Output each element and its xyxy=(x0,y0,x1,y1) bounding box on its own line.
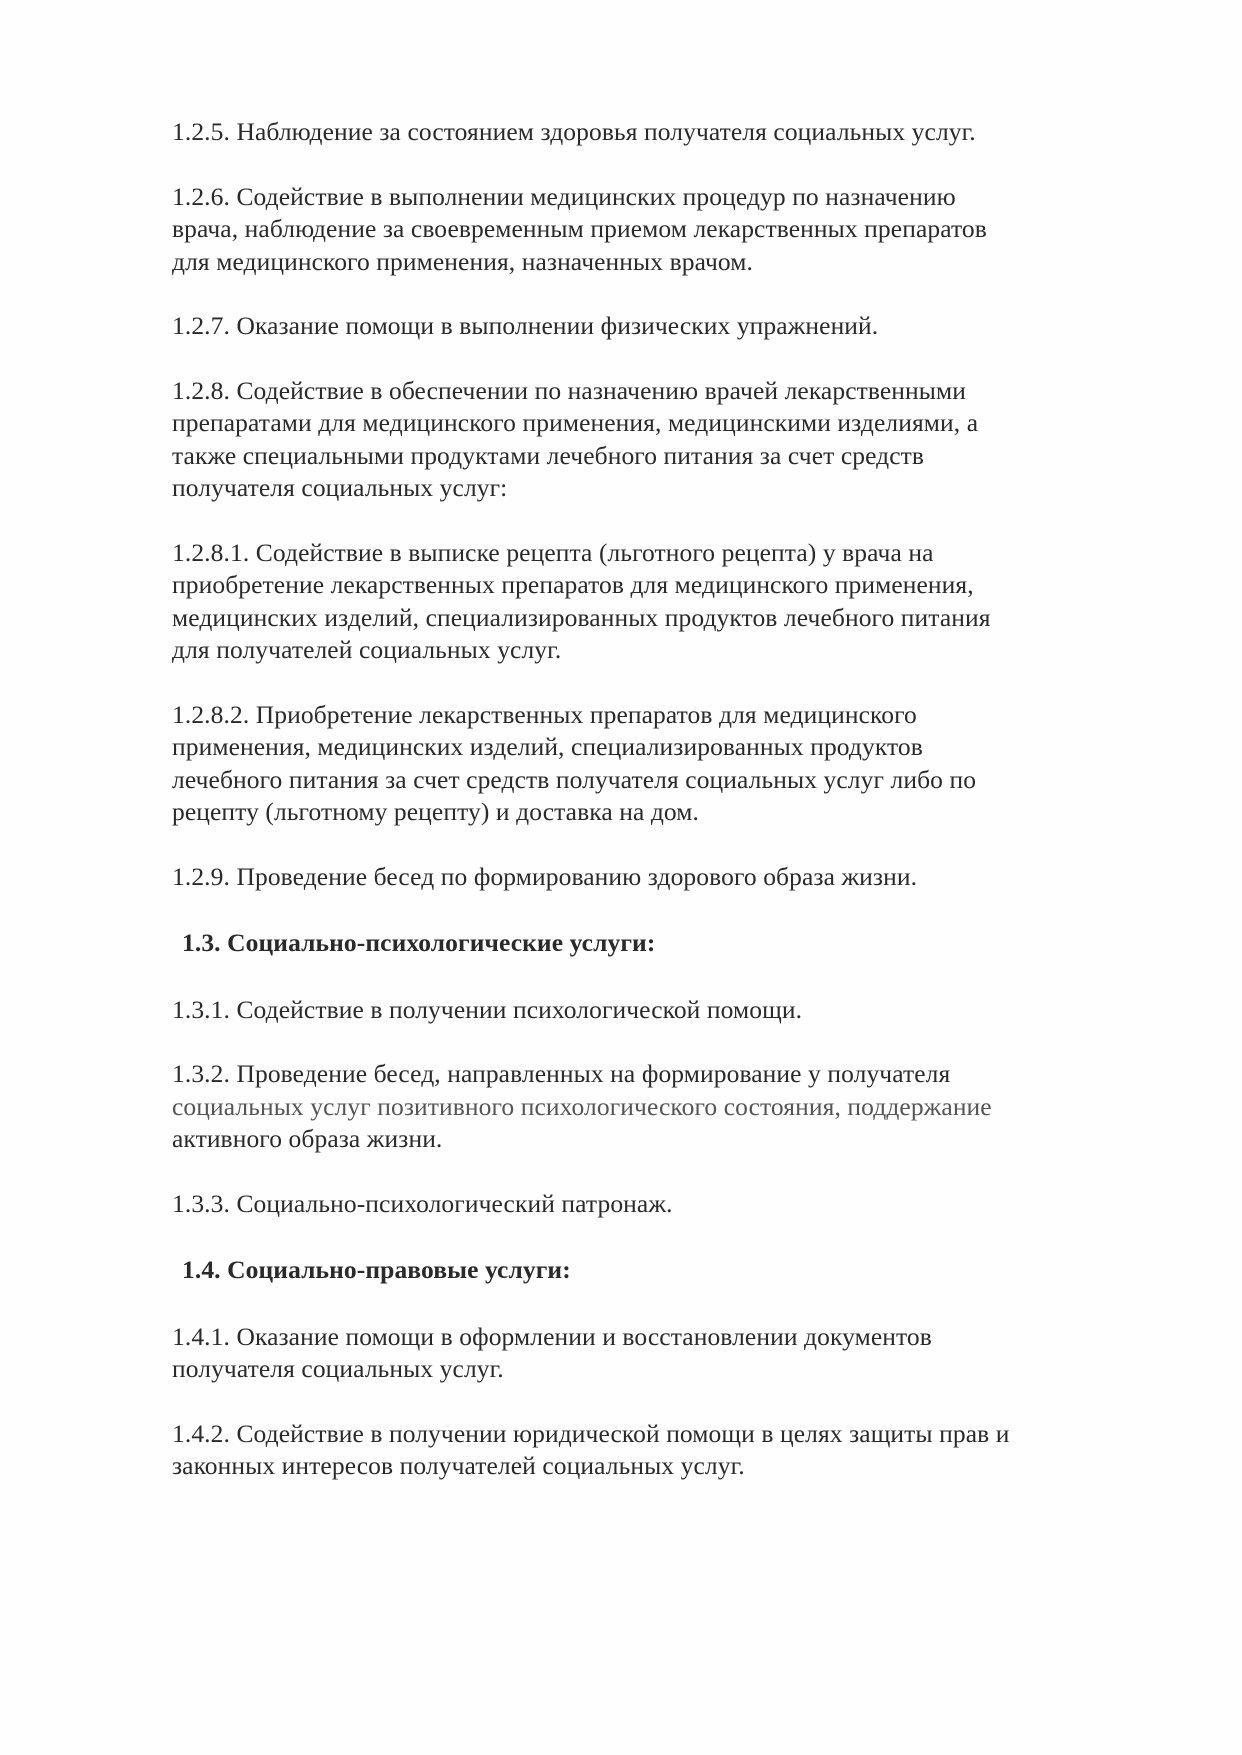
text-line: лечебного питания за счет средств получателя социальных услуг либо по xyxy=(172,764,977,794)
paragraph-1-2-8-2 xyxy=(172,699,1132,829)
text-line: также специальными продуктами лечебного питания за счет средств xyxy=(172,440,925,470)
paragraph-1-4-2 xyxy=(172,1418,1132,1483)
text-line: законных интересов получателей социальных услуг. xyxy=(172,1451,745,1480)
text-line: препаратами для медицинского применения, медицинскими изделиями, а xyxy=(172,408,979,437)
paragraph-1-2-7 xyxy=(172,310,1132,343)
text-line: 1.2.7. Оказание помощи в выполнении физических упражнений. xyxy=(172,311,879,340)
text-line: социальных услуг позитивного психологического состояния, поддержание xyxy=(172,1091,992,1121)
section-heading-1-4 xyxy=(172,1254,1132,1287)
text-line: 1.4.1. Оказание помощи в оформлении и восстановлении документов xyxy=(172,1321,932,1351)
paragraph-1-3-1 xyxy=(172,994,1132,1027)
text-line: для медицинского применения, назначенных врачом. xyxy=(172,246,753,276)
paragraph-1-4-1 xyxy=(172,1321,1132,1386)
text-line: 1.3.3. Социально-психологический патронаж. xyxy=(172,1188,673,1218)
text-line: врача, наблюдение за своевременным приемом лекарственных препаратов xyxy=(172,214,987,243)
text-line: 1.2.5. Наблюдение за состоянием здоровья получателя социальных услуг. xyxy=(172,117,976,146)
section-heading-1-3 xyxy=(172,927,1132,960)
heading-text: 1.3. Социально-психологические услуги: xyxy=(182,928,656,957)
text-line: медицинских изделий, специализированных продуктов лечебного питания xyxy=(172,602,991,632)
text-line: 1.3.1. Содействие в получении психологической помощи. xyxy=(172,994,803,1024)
paragraph-1-2-9 xyxy=(172,861,1132,894)
text-line: применения, медицинских изделий, специализированных продуктов xyxy=(172,732,923,761)
text-line: рецепту (льготному рецепту) и доставка на дом. xyxy=(172,797,700,826)
paragraph-1-2-6 xyxy=(172,181,1132,279)
paragraph-1-3-2 xyxy=(172,1058,1132,1156)
text-line: получателя социальных услуг: xyxy=(172,473,508,502)
text-line: 1.4.2. Содействие в получении юридической помощи в целях защиты прав и xyxy=(172,1418,1010,1448)
text-line: 1.2.8.1. Содействие в выписке рецепта (льготного рецепта) у врача на xyxy=(172,537,934,567)
text-line: 1.3.2. Проведение бесед, направленных на формирование у получателя xyxy=(172,1059,951,1088)
text-line: 1.2.9. Проведение бесед по формированию здорового образа жизни. xyxy=(172,861,918,891)
paragraph-1-3-3 xyxy=(172,1188,1132,1221)
paragraph-1-2-8-1 xyxy=(172,537,1132,667)
text-line: 1.2.6. Содействие в выполнении медицинских процедур по назначению xyxy=(172,181,956,211)
text-line: для получателей социальных услуг. xyxy=(172,635,562,664)
text-line: активного образа жизни. xyxy=(172,1124,443,1153)
text-line: получателя социальных услуг. xyxy=(172,1354,504,1383)
text-line: 1.2.8. Содействие в обеспечении по назначению врачей лекарственными xyxy=(172,375,966,405)
heading-text: 1.4. Социально-правовые услуги: xyxy=(182,1255,571,1284)
paragraph-1-2-8 xyxy=(172,375,1132,505)
document-body xyxy=(172,116,1132,1515)
text-line: 1.2.8.2. Приобретение лекарственных препаратов для медицинского xyxy=(172,699,917,729)
text-line: приобретение лекарственных препаратов для медицинского применения, xyxy=(172,570,974,599)
paragraph-1-2-5 xyxy=(172,116,1132,149)
